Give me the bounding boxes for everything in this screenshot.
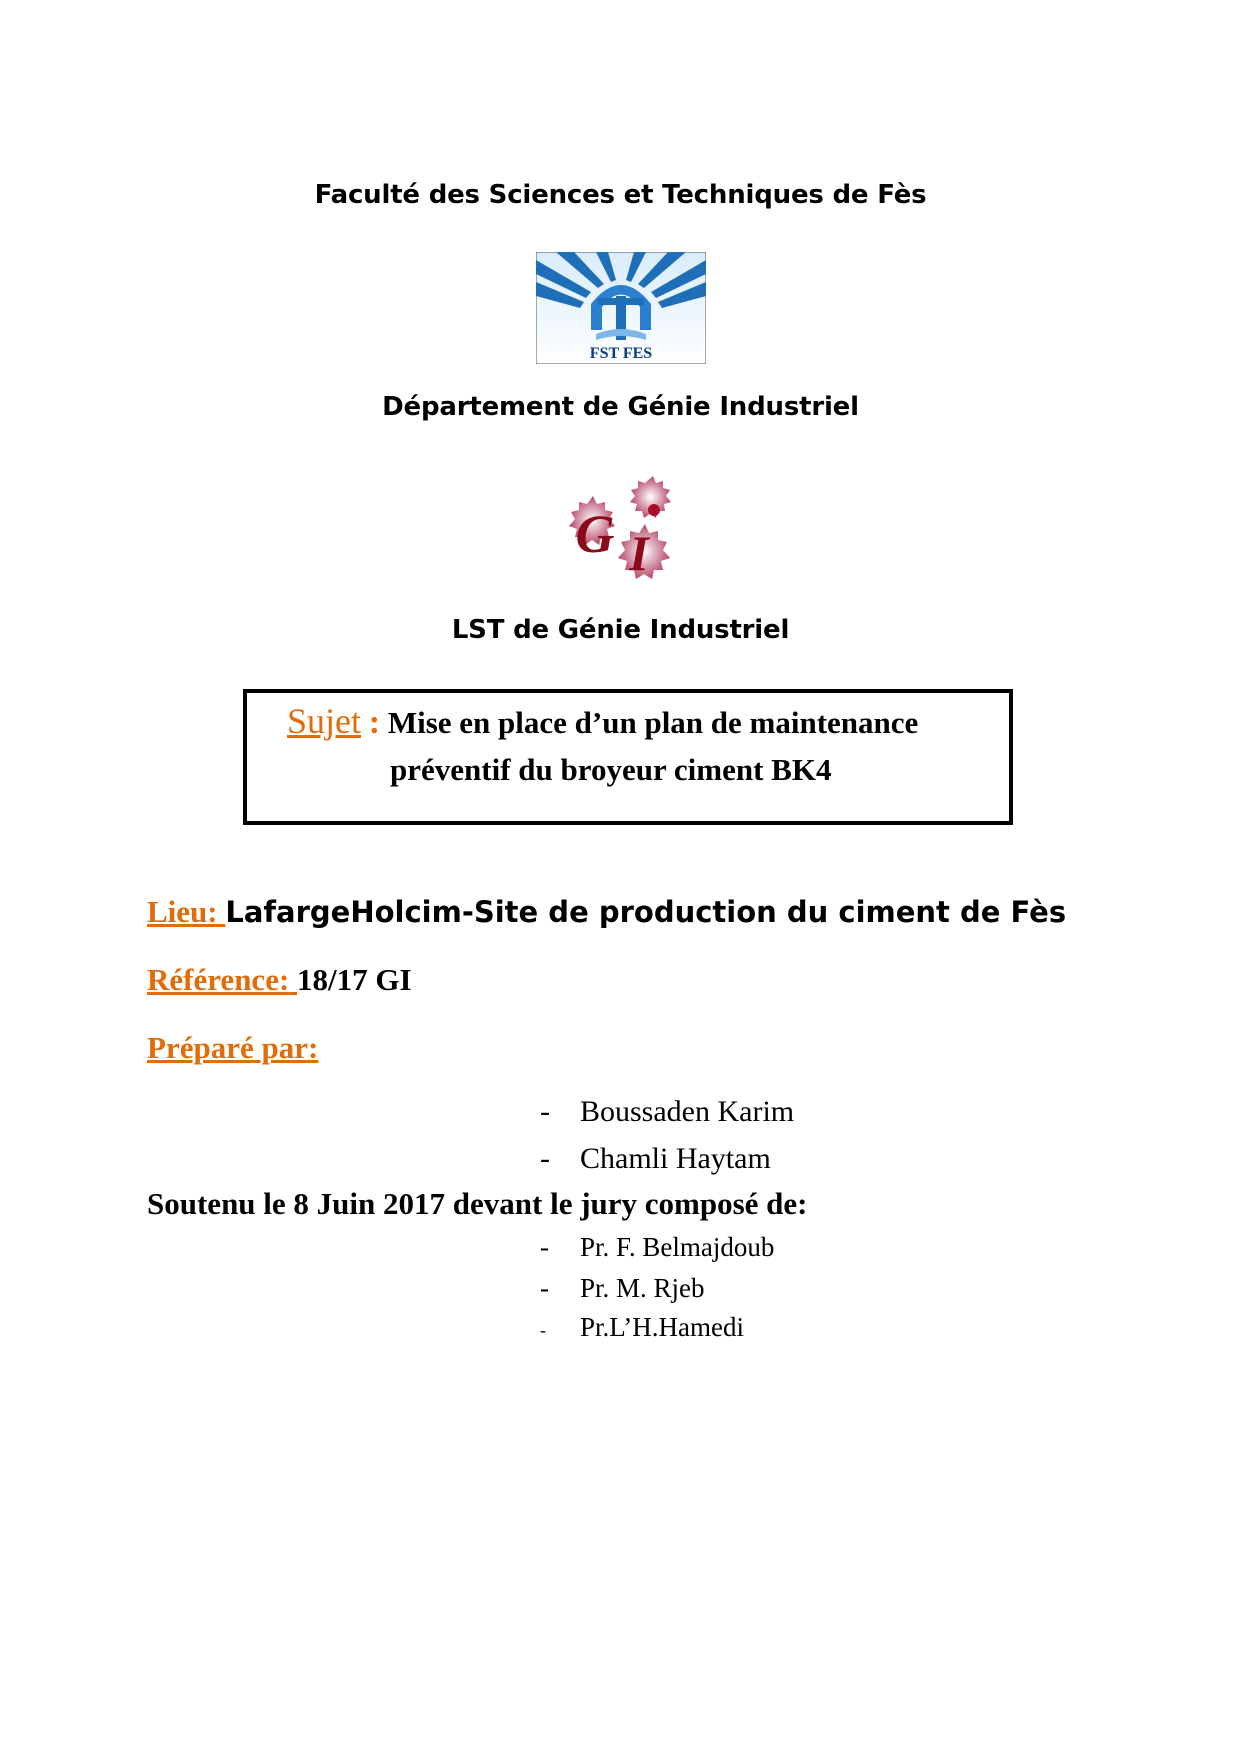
jury-name: Pr.L’H.Hamedi [580,1312,744,1342]
jury-name: Pr. M. Rjeb [580,1273,705,1303]
location-label: Lieu: [147,894,218,929]
subject-colon: : [368,704,381,741]
list-marker: - [540,1273,549,1303]
jury-item [540,1232,774,1263]
program-title: LST de Génie Industriel [451,615,790,645]
defense-statement: Soutenu le 8 Juin 2017 devant le jury composé de: [147,1186,808,1221]
faculty-title: Faculté des Sciences et Techniques de Fès [314,180,927,210]
location-line [147,894,1066,930]
reference-line [147,962,412,998]
subject-text-line-2: préventif du broyeur ciment BK4 [390,752,832,787]
department-title: Département de Génie Industriel [382,392,859,422]
subject-line-1 [287,700,918,742]
student-name: Chamli Haytam [580,1142,771,1175]
jury-item [540,1312,744,1343]
list-marker: - [540,1095,550,1128]
gi-logo [553,476,693,586]
gi-logo-letter-i: I [629,525,649,581]
prepared-by-line [147,1030,318,1066]
jury-name: Pr. F. Belmajdoub [580,1232,775,1262]
list-marker: - [540,1232,549,1262]
fst-fes-logo [536,252,706,364]
list-marker: - [540,1320,546,1340]
subject-text-line-1: Mise en place d’un plan de maintenance [387,705,919,740]
student-item [540,1142,771,1176]
gi-logo-letter-g: G [575,504,615,564]
student-name: Boussaden Karim [580,1095,795,1128]
reference-label: Référence: [147,962,290,997]
student-item [540,1095,794,1129]
subject-label: Sujet [287,701,362,741]
prepared-by-label: Préparé par: [147,1030,319,1065]
list-marker: - [540,1142,550,1175]
jury-item [540,1273,705,1304]
location-value: LafargeHolcim-Site de production du ciment de Fès [225,895,1067,929]
reference-value: 18/17 GI [297,962,412,997]
fst-logo-text: FST FES [589,345,653,362]
